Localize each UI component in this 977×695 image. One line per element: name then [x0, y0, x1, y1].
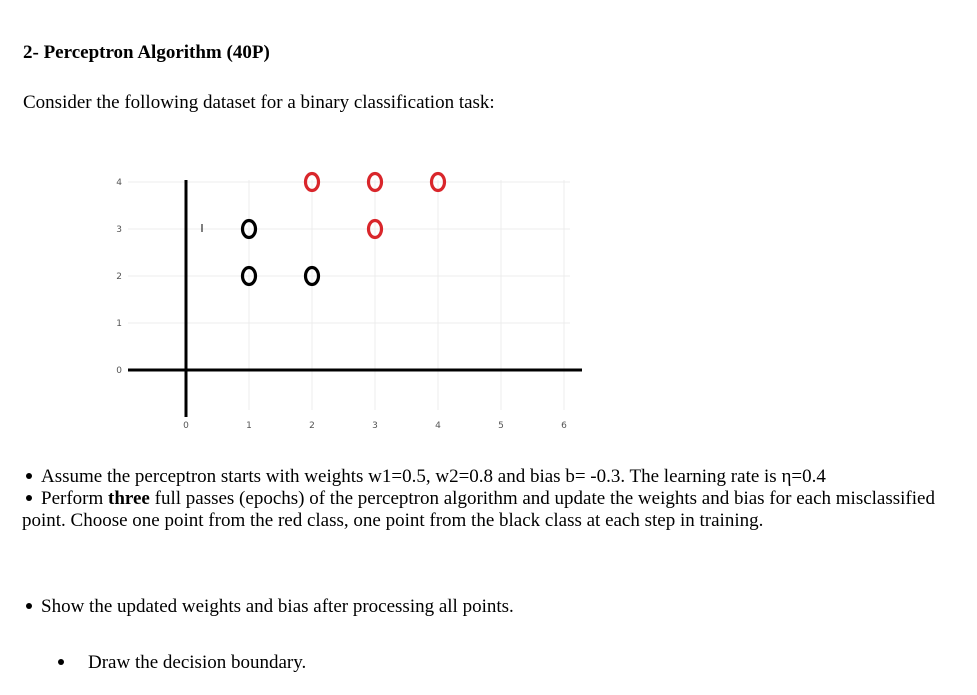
intro-text: Consider the following dataset for a binary classification task:: [23, 92, 495, 113]
bullet-dot: [26, 473, 32, 479]
bullet-decision-boundary: [22, 652, 306, 674]
section-heading: 2- Perceptron Algorithm (40P): [23, 42, 270, 63]
y-tick-labels: [116, 178, 122, 376]
x-tick-label: 5: [498, 421, 504, 431]
y-tick-label: 4: [116, 178, 122, 188]
bullet-text-bold: three: [108, 488, 150, 509]
y-tick-label: 3: [116, 225, 122, 235]
axes: [128, 180, 582, 417]
bullet-text-post: full passes (epochs) of the perceptron algorithm and update the weights and bias for each misclassified point. Choose one point from the red class, one point from the black class at each step in training.: [22, 488, 935, 531]
bullet-initial-weights: [22, 466, 826, 488]
bullet-dot: [58, 659, 64, 665]
bullet-text-pre: Perform: [41, 488, 109, 509]
bullet-text: Draw the decision boundary.: [88, 652, 307, 673]
bullet-text: Assume the perceptron starts with weights w1=0.5, w2=0.8 and bias b= -0.3. The learning rate is η=0.4: [41, 466, 826, 487]
x-tick-labels: [183, 421, 567, 431]
x-tick-label: 6: [561, 421, 567, 431]
bullet-dot: [26, 603, 32, 609]
x-tick-label: 0: [183, 421, 189, 431]
scatter-plot: [100, 165, 590, 435]
y-tick-label: 2: [116, 272, 122, 282]
y-tick-label: 1: [116, 319, 122, 329]
bullet-text: Show the updated weights and bias after processing all points.: [41, 596, 514, 617]
x-tick-label: 1: [246, 421, 252, 431]
grid-lines: [128, 180, 570, 410]
bullet-epochs: [22, 488, 962, 532]
x-tick-label: 4: [435, 421, 441, 431]
y-tick-label: 0: [116, 366, 122, 376]
x-tick-label: 2: [309, 421, 315, 431]
bullet-updated-weights: [22, 596, 514, 618]
bullet-dot: [26, 495, 32, 501]
x-tick-label: 3: [372, 421, 378, 431]
